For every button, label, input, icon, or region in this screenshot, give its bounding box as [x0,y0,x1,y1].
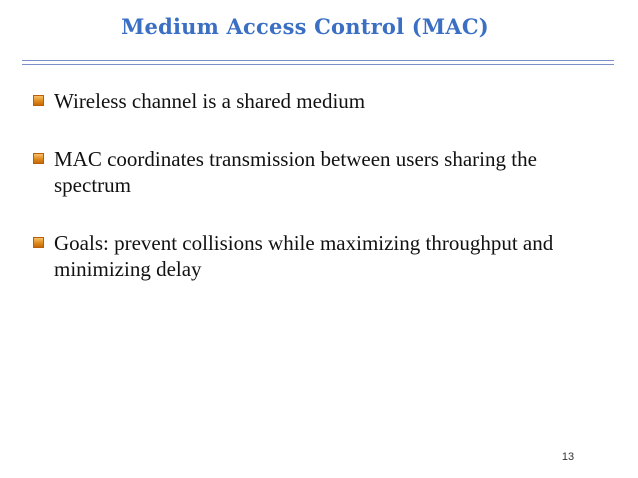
page-number: 13 [561,451,575,463]
square-bullet-icon [33,237,44,248]
bullet-text: Wireless channel is a shared medium [54,89,366,113]
bullet-item [30,230,600,282]
bullet-text: MAC coordinates transmission between users sharing the spectrum [54,147,537,197]
bullet-item [30,146,600,198]
slide-title: Medium Access Control (MAC) [121,14,489,39]
bullet-list [30,88,600,314]
title-divider-bottom [22,64,614,65]
square-bullet-icon [33,95,44,106]
bullet-item [30,88,600,114]
bullet-text: Goals: prevent collisions while maximizing throughput and minimizing delay [54,231,554,281]
square-bullet-icon [33,153,44,164]
title-divider-top [22,60,614,61]
